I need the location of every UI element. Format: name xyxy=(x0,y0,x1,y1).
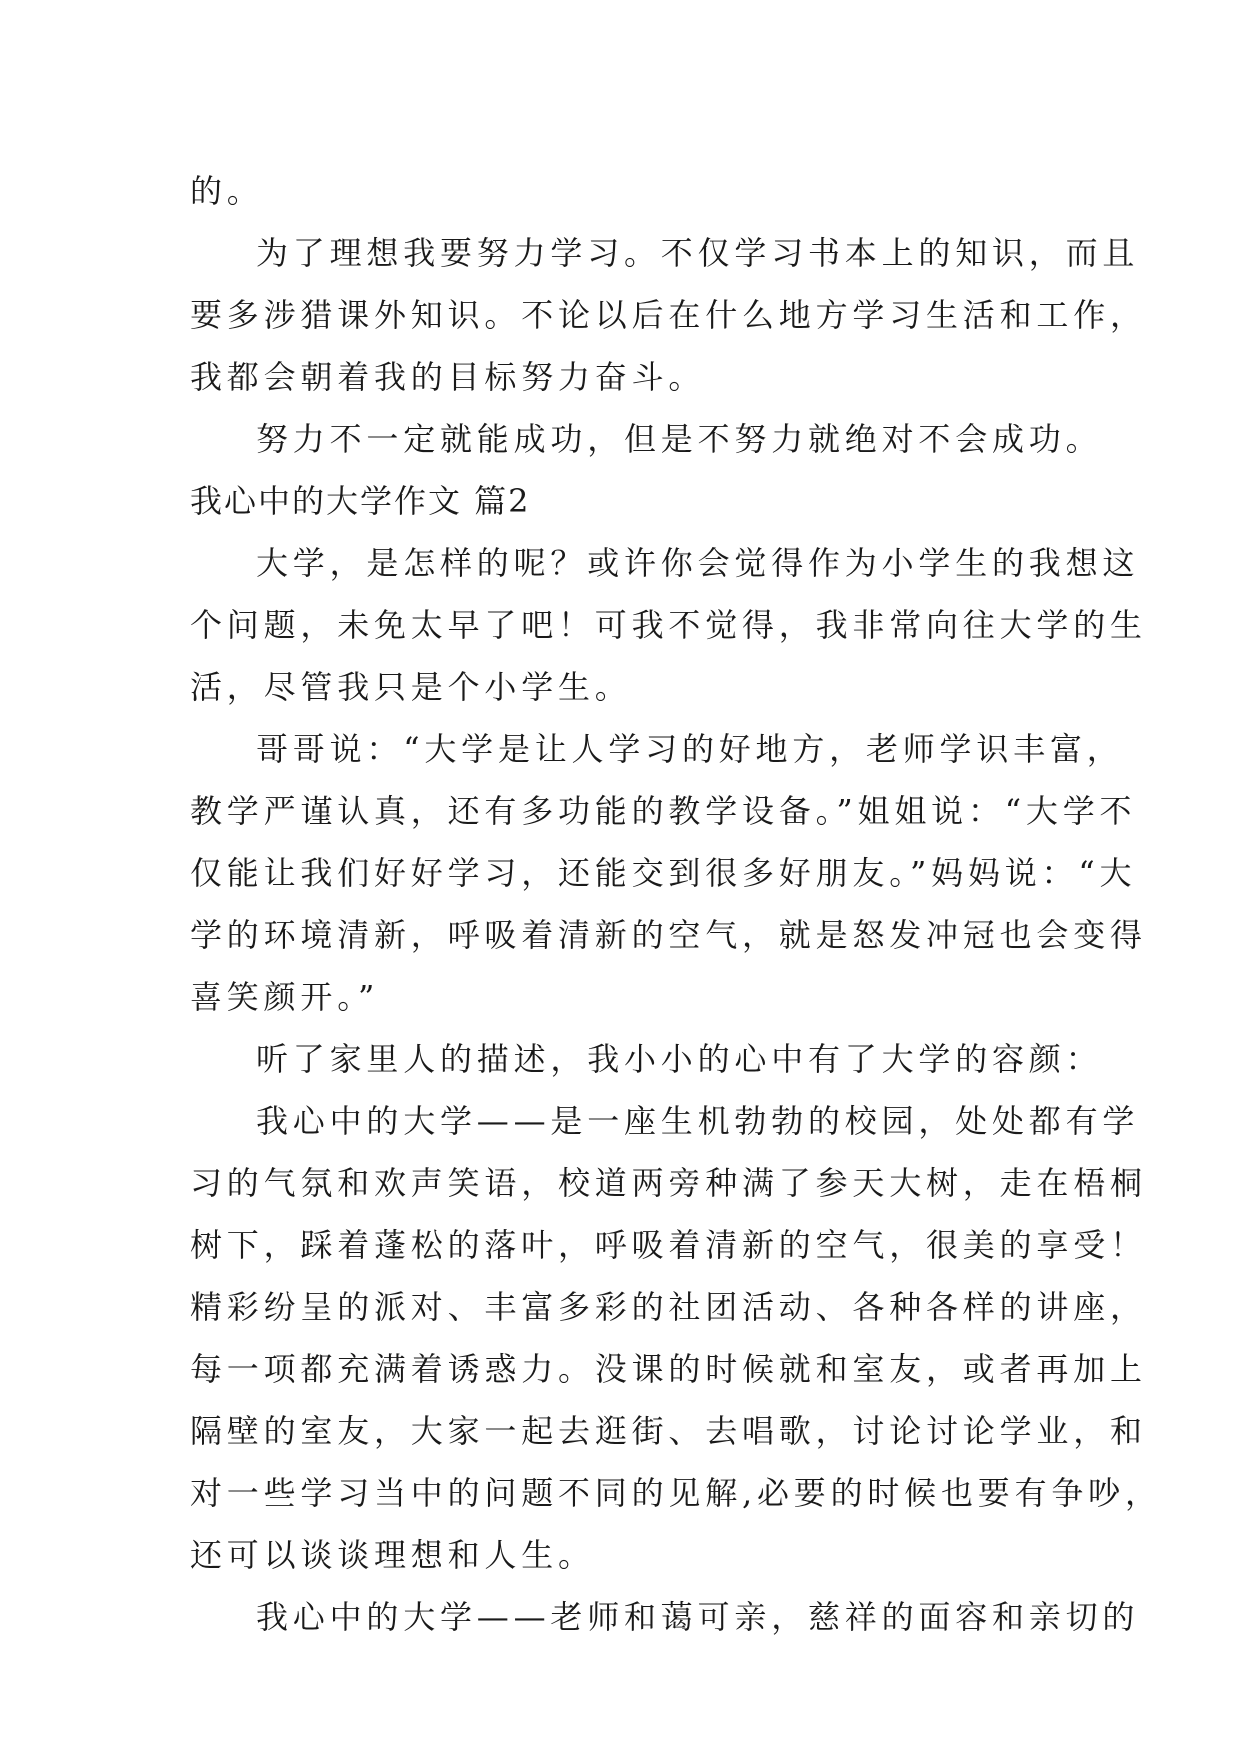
text-line: 树下，踩着蓬松的落叶，呼吸着清新的空气，很美的享受！ xyxy=(190,1226,1147,1264)
text-line: 哥哥说：“大学是让人学习的好地方，老师学识丰富， xyxy=(256,730,1124,768)
text-line: 努力不一定就能成功，但是不努力就绝对不会成功。 xyxy=(256,420,1103,458)
text-line: 我都会朝着我的目标努力奋斗。 xyxy=(190,358,706,396)
text-line: 喜笑颜开。” xyxy=(190,978,380,1016)
text-line: 我心中的大学——是一座生机勃勃的校园，处处都有学 xyxy=(256,1102,1140,1140)
text-line: 我心中的大学——老师和蔼可亲，慈祥的面容和亲切的 xyxy=(256,1598,1140,1636)
text-line: 教学严谨认真，还有多功能的教学设备。”姐姐说：“大学不 xyxy=(190,792,1137,830)
text-line: 仅能让我们好好学习，还能交到很多好朋友。”妈妈说：“大 xyxy=(190,854,1137,892)
text-line: 要多涉猎课外知识。不论以后在什么地方学习生活和工作， xyxy=(190,296,1147,334)
text-line: 个问题，未免太早了吧！可我不觉得，我非常向往大学的生 xyxy=(190,606,1147,644)
text-line: 学的环境清新，呼吸着清新的空气，就是怒发冲冠也会变得 xyxy=(190,916,1147,954)
text-line: 听了家里人的描述，我小小的心中有了大学的容颜： xyxy=(256,1040,1103,1078)
text-line: 为了理想我要努力学习。不仅学习书本上的知识，而且 xyxy=(256,234,1140,272)
text-line: 习的气氛和欢声笑语，校道两旁种满了参天大树，走在梧桐 xyxy=(190,1164,1147,1202)
text-line: 的。 xyxy=(190,172,264,210)
text-line: 对一些学习当中的问题不同的见解,必要的时候也要有争吵， xyxy=(190,1474,1162,1512)
section-heading: 我心中的大学作文 篇2 xyxy=(190,482,531,520)
text-line: 活，尽管我只是个小学生。 xyxy=(190,668,632,706)
document-page xyxy=(190,160,1162,1648)
text-line: 还可以谈谈理想和人生。 xyxy=(190,1536,595,1574)
text-line: 大学，是怎样的呢？或许你会觉得作为小学生的我想这 xyxy=(256,544,1140,582)
text-line: 隔壁的室友，大家一起去逛街、去唱歌，讨论讨论学业，和 xyxy=(190,1412,1147,1450)
text-line: 精彩纷呈的派对、丰富多彩的社团活动、各种各样的讲座， xyxy=(190,1288,1147,1326)
text-line: 每一项都充满着诱惑力。没课的时候就和室友，或者再加上 xyxy=(190,1350,1147,1388)
